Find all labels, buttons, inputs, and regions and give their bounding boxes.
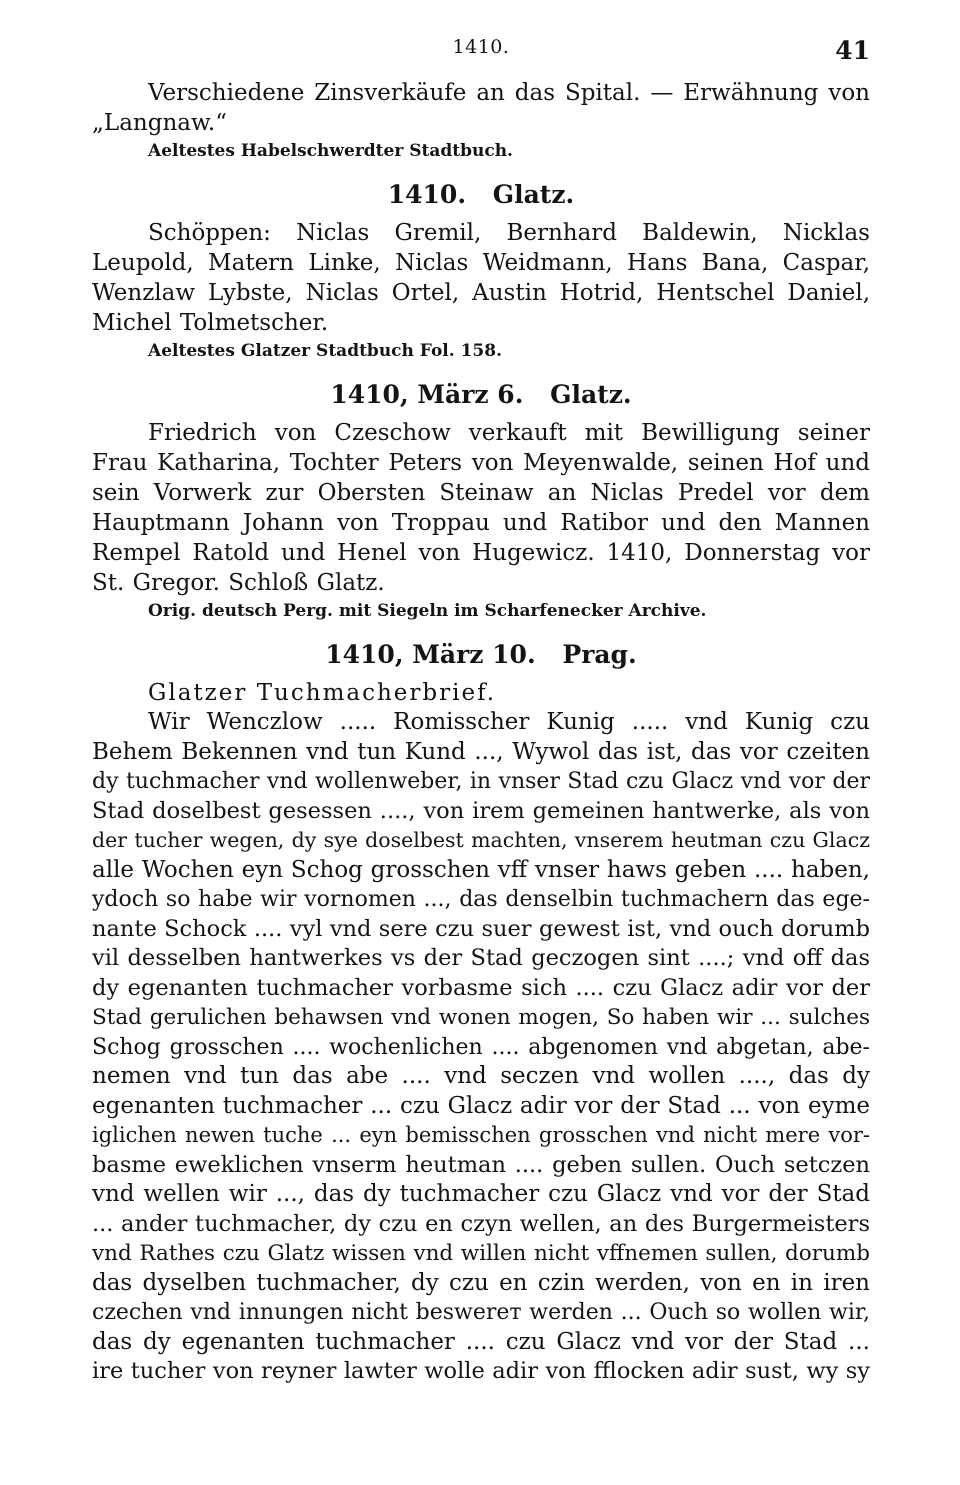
entry-text: Verschiedene Zinsverkäufe an das Spital. — Erwähnung von „Langnaw.“ [92, 80, 870, 136]
entry-text: Schöppen: Niclas Gremil, Bernhard Baldewin, Nicklas Leupold, Matern Linke, Niclas Weidmann, Hans Bana, Caspar, Wenzlaw Lybste, Niclas Ortel, Austin Hotrid, Hentschel Daniel, Michel Tolmetscher. [92, 220, 870, 336]
charter-line: ire tucher von reyner lawter wolle adir von fflocken adir sust, wy sy [92, 1358, 870, 1384]
charter-line: nemen vnd tun das abe .... vnd seczen vnd wollen ...., das dy [92, 1063, 870, 1089]
charter-line: das dy egenanten tuchmacher .... czu Glacz vnd vor der Stad ... [92, 1328, 870, 1355]
heading-date: 1410, März 10. [325, 640, 536, 669]
charter-line: dy tuchmacher vnd wollenweber, in vnser Stad czu Glacz vnd vor der [92, 769, 870, 794]
running-head-year: 1410. [452, 36, 510, 58]
charter-line: das dyselben tuchmacher, dy czu en czin werden, von en in iren [92, 1269, 870, 1296]
entry-source: Orig. deutsch Perg. mit Siegeln im Scharfenecker Archive. [148, 601, 707, 621]
charter-line: basme eweklichen vnserm heutman .... geben sullen. Ouch setczen [92, 1151, 870, 1178]
charter-text [92, 708, 870, 1387]
charter-line: vnd wellen wir ..., das dy tuchmacher czu Glacz vnd vor der Stad [92, 1181, 870, 1207]
entry-verkauf [92, 378, 870, 624]
heading-place: Prag. [562, 640, 637, 669]
heading-date: 1410, März 6. [330, 380, 524, 409]
page-number: 41 [835, 36, 870, 65]
entry-text: Friedrich von Czeschow verkauft mit Bewilligung seiner Frau Katharina, Tochter Peters von Meyenwalde, seinen Hof und sein Vorwerk zur Obersten Steinaw an Niclas Predel vor dem Hauptmann Johann von Troppau und Ratibor und den Mannen Rempel Ratold und Henel von Hugewicz. 1410, Donnerstag vor St. Gregor. Schloß Glatz. [92, 420, 870, 596]
charter-line: Schog grosschen .... wochenlichen .... abgenomen vnd abgetan, abe- [92, 1034, 870, 1060]
charter-line: Stad doselbest gesessen ...., von irem gemeinen hantwerke, als von [92, 797, 870, 824]
charter-line: nante Schock .... vyl vnd sere czu suer gewest ist, vnd ouch dorumb [92, 915, 870, 942]
document-subtitle: Glatzer Tuchmacherbrief. [148, 680, 497, 706]
charter-line: ydoch so habe wir vornomen ..., das denselbin tuchmachern das ege- [92, 887, 870, 912]
charter-line: der tucher wegen, dy sye doselbest machten, vnserem heutman czu Glacz [92, 828, 870, 852]
charter-line: vil desselben hantwerkes vs der Stad geczogen sint ....; vnd off das [92, 945, 870, 971]
charter-line: Wir Wenczlow ..... Romisscher Kunig ..... vnd Kunig czu [148, 709, 870, 735]
entry-tuchmacherbrief [92, 638, 870, 1387]
entry-source: Aeltestes Glatzer Stadtbuch Fol. 158. [148, 341, 502, 361]
charter-line: iglichen newen tuche ... eyn bemisschen grosschen vnd nicht mere vor- [92, 1123, 870, 1147]
charter-line: Behem Bekennen vnd tun Kund ..., Wywol das ist, das vor czeiten [92, 738, 870, 765]
entry-heading [92, 178, 870, 212]
charter-line: vnd Rathes czu Glatz wissen vnd willen nicht vffnemen sullen, dorumb [92, 1241, 870, 1266]
charter-line: Stad gerulichen behawsen vnd wonen mogen, So haben wir ... sulches [92, 1005, 870, 1030]
heading-date: 1410. [387, 180, 467, 209]
charter-line: egenanten tuchmacher ... czu Glacz adir vor der Stad ... von eyme [92, 1092, 870, 1119]
charter-line: alle Wochen eyn Schog grosschen vff vnser haws geben .... haben, [92, 856, 870, 883]
charter-line: ... ander tuchmacher, dy czu en czyn wellen, an des Burgermeisters [92, 1210, 870, 1237]
entry-heading [92, 638, 870, 672]
entry-schoeppen [92, 178, 870, 364]
heading-place: Glatz. [550, 380, 632, 409]
running-head [92, 28, 870, 78]
charter-line: czechen vnd innungen nicht beswerет werden ... Ouch so wollen wir, [92, 1300, 870, 1325]
entry-source: Aeltestes Habelschwerdter Stadtbuch. [148, 141, 513, 161]
charter-line: dy egenanten tuchmacher vorbasme sich .... czu Glacz adir vor der [92, 974, 870, 1001]
page [92, 28, 870, 1387]
entry-heading [92, 378, 870, 412]
heading-place: Glatz. [492, 180, 575, 209]
entry-zinsverkaeufe [92, 78, 870, 164]
